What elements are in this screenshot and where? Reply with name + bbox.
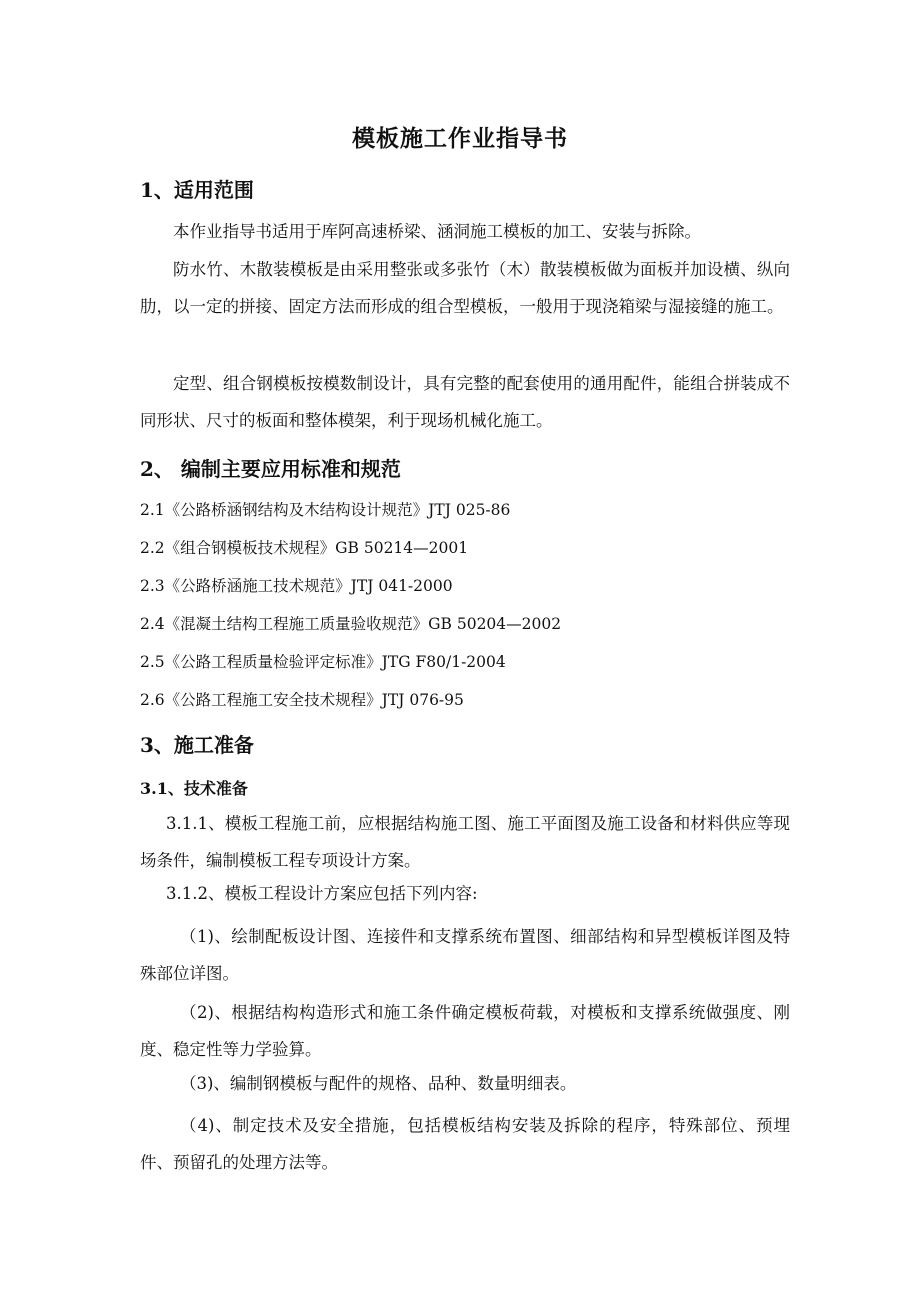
list-item: （4)、制定技术及安全措施，包括模板结构安装及拆除的程序，特殊部位、预埋件、预留孔的处理方法等。 [140,1116,790,1172]
reference-item: 2.3《公路桥涵施工技术规范》JTJ 041-2000 [140,577,453,595]
clause-3-1-2: 3.1.2、模板工程设计方案应包括下列内容: [166,884,478,903]
reference-item: 2.6《公路工程施工安全技术规程》JTJ 076-95 [140,691,464,709]
list-item: （3)、编制钢模板与配件的规格、品种、数量明细表。 [180,1074,577,1093]
subsection-3-1-heading: 3.1、技术准备 [140,779,248,798]
list-item: （2)、根据结构构造形式和施工条件确定模板荷载，对模板和支撑系统做强度、刚度、稳定性等力学验算。 [140,1003,790,1059]
reference-item: 2.2《组合钢模板技术规程》GB 50214—2001 [140,539,469,557]
section-2-heading: 2、 编制主要应用标准和规范 [140,457,401,481]
reference-item: 2.4《混凝土结构工程施工质量验收规范》GB 50204—2002 [140,615,562,633]
document-title: 模板施工作业指导书 [352,125,568,152]
reference-item: 2.1《公路桥涵钢结构及木结构设计规范》JTJ 025-86 [140,501,511,519]
list-item: （1)、绘制配板设计图、连接件和支撑系统布置图、细部结构和异型模板详图及特殊部位详图。 [140,927,790,983]
clause-3-1-1: 3.1.1、模板工程施工前，应根据结构施工图、施工平面图及施工设备和材料供应等现场条件，编制模板工程专项设计方案。 [140,814,790,870]
section-1-heading: 1、适用范围 [140,178,254,202]
section-3-heading: 3、施工准备 [140,733,254,757]
section-1-paragraph-1: 本作业指导书适用于库阿高速桥梁、涵洞施工模板的加工、安装与拆除。 [173,222,701,241]
section-1-paragraph-3: 定型、组合钢模板按模数制设计，具有完整的配套使用的通用配件，能组合拼装成不同形状、尺寸的板面和整体模架，利于现场机械化施工。 [140,374,790,430]
section-1-paragraph-2: 防水竹、木散装模板是由采用整张或多张竹（木）散装模板做为面板并加设横、纵向肋，以一定的拼接、固定方法而形成的组合型模板，一般用于现浇箱梁与湿接缝的施工。 [140,260,790,316]
reference-item: 2.5《公路工程质量检验评定标准》JTG F80/1-2004 [140,653,506,671]
